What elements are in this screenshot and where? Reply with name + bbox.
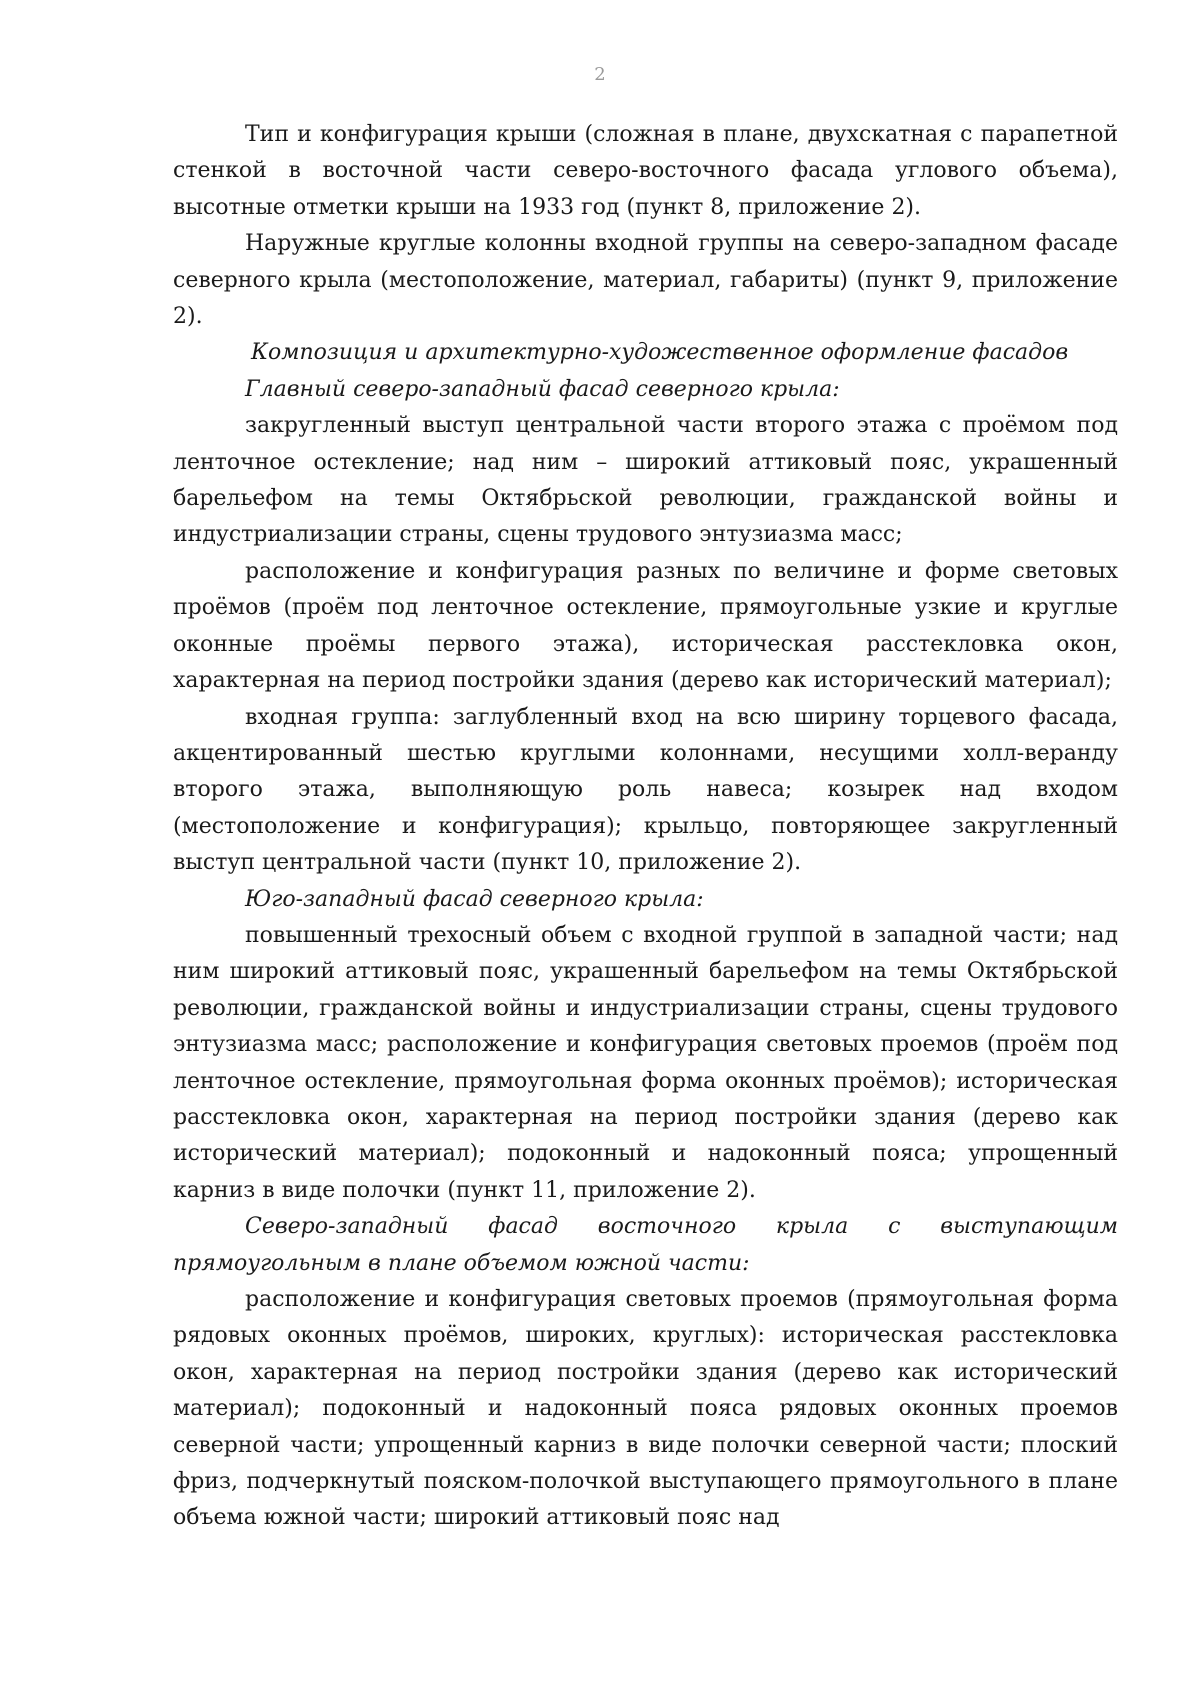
section-heading-composition: Композиция и архитектурно-художественное оформление фасадов [251, 340, 1069, 366]
paragraph-roof: Тип и конфигурация крыши (сложная в плане, двухскатная с парапетной стенкой в восточной части северо-восточного фасада углового объема), высотные отметки крыши на 1933 год (пункт 8, приложение 2). [173, 122, 1118, 220]
paragraph-east-wing-openings: расположение и конфигурация световых проемов (прямоугольная форма рядовых оконных проёмов, широких, круглых): историческая расстекловка окон, характерная на период постройки здания (дерево как исторический материал); подоконный и надоконный пояса рядовых оконных проемов северной части; упрощенный карниз в виде полочки северной части; плоский фриз, подчеркнутый пояском-полочкой выступающего прямоугольного в плане объема южной части; широкий аттиковый пояс над [173, 1287, 1118, 1531]
subheading-northwest-east-wing: Северо-западный фасад восточного крыла с выступающим прямоугольным в плане объемом южной части: [173, 1214, 1118, 1276]
subheading-main-facade: Главный северо-западный фасад северного крыла: [245, 376, 840, 402]
paragraph-window-openings: расположение и конфигурация разных по величине и форме световых проёмов (проём под ленточное остекление, прямоугольные узкие и круглые оконные проёмы первого этажа), историческая расстекловка окон, характерная на период постройки здания (дерево как исторический материал); [173, 558, 1118, 694]
paragraph-southwest-volume: повышенный трехосный объем с входной группой в западной части; над ним широкий аттиковый пояс, украшенный барельефом на темы Октябрьской революции, гражданской войны и индустриализации страны, сцены трудового энтузиазма масс; расположение и конфигурация световых проемов (проём под ленточное остекление, прямоугольная форма оконных проёмов); историческая расстекловка окон, характерная на период постройки здания (дерево как исторический материал); подоконный и надоконный пояса; упрощенный карниз в виде полочки (пункт 11, приложение 2). [173, 922, 1118, 1203]
subheading-southwest-facade: Юго-западный фасад северного крыла: [245, 886, 704, 912]
page-number: 2 [594, 64, 606, 85]
paragraph-columns: Наружные круглые колонны входной группы на северо-западном фасаде северного крыла (местоположение, материал, габариты) (пункт 9, приложение 2). [173, 231, 1118, 330]
paragraph-entrance-group: входная группа: заглубленный вход на всю ширину торцевого фасада, акцентированный шестью круглыми колоннами, несущими холл-веранду второго этажа, выполняющую роль навеса; козырек над входом (местоположение и конфигурация); крыльцо, повторяющее закругленный выступ центральной части (пункт 10, приложение 2). [173, 704, 1118, 876]
paragraph-rounded-projection: закругленный выступ центральной части второго этажа с проёмом под ленточное остекление; над ним – широкий аттиковый пояс, украшенный барельефом на темы Октябрьской революции, гражданской войны и индустриализации страны, сцены трудового энтузиазма масс; [173, 413, 1118, 548]
document-body [173, 117, 1118, 1537]
